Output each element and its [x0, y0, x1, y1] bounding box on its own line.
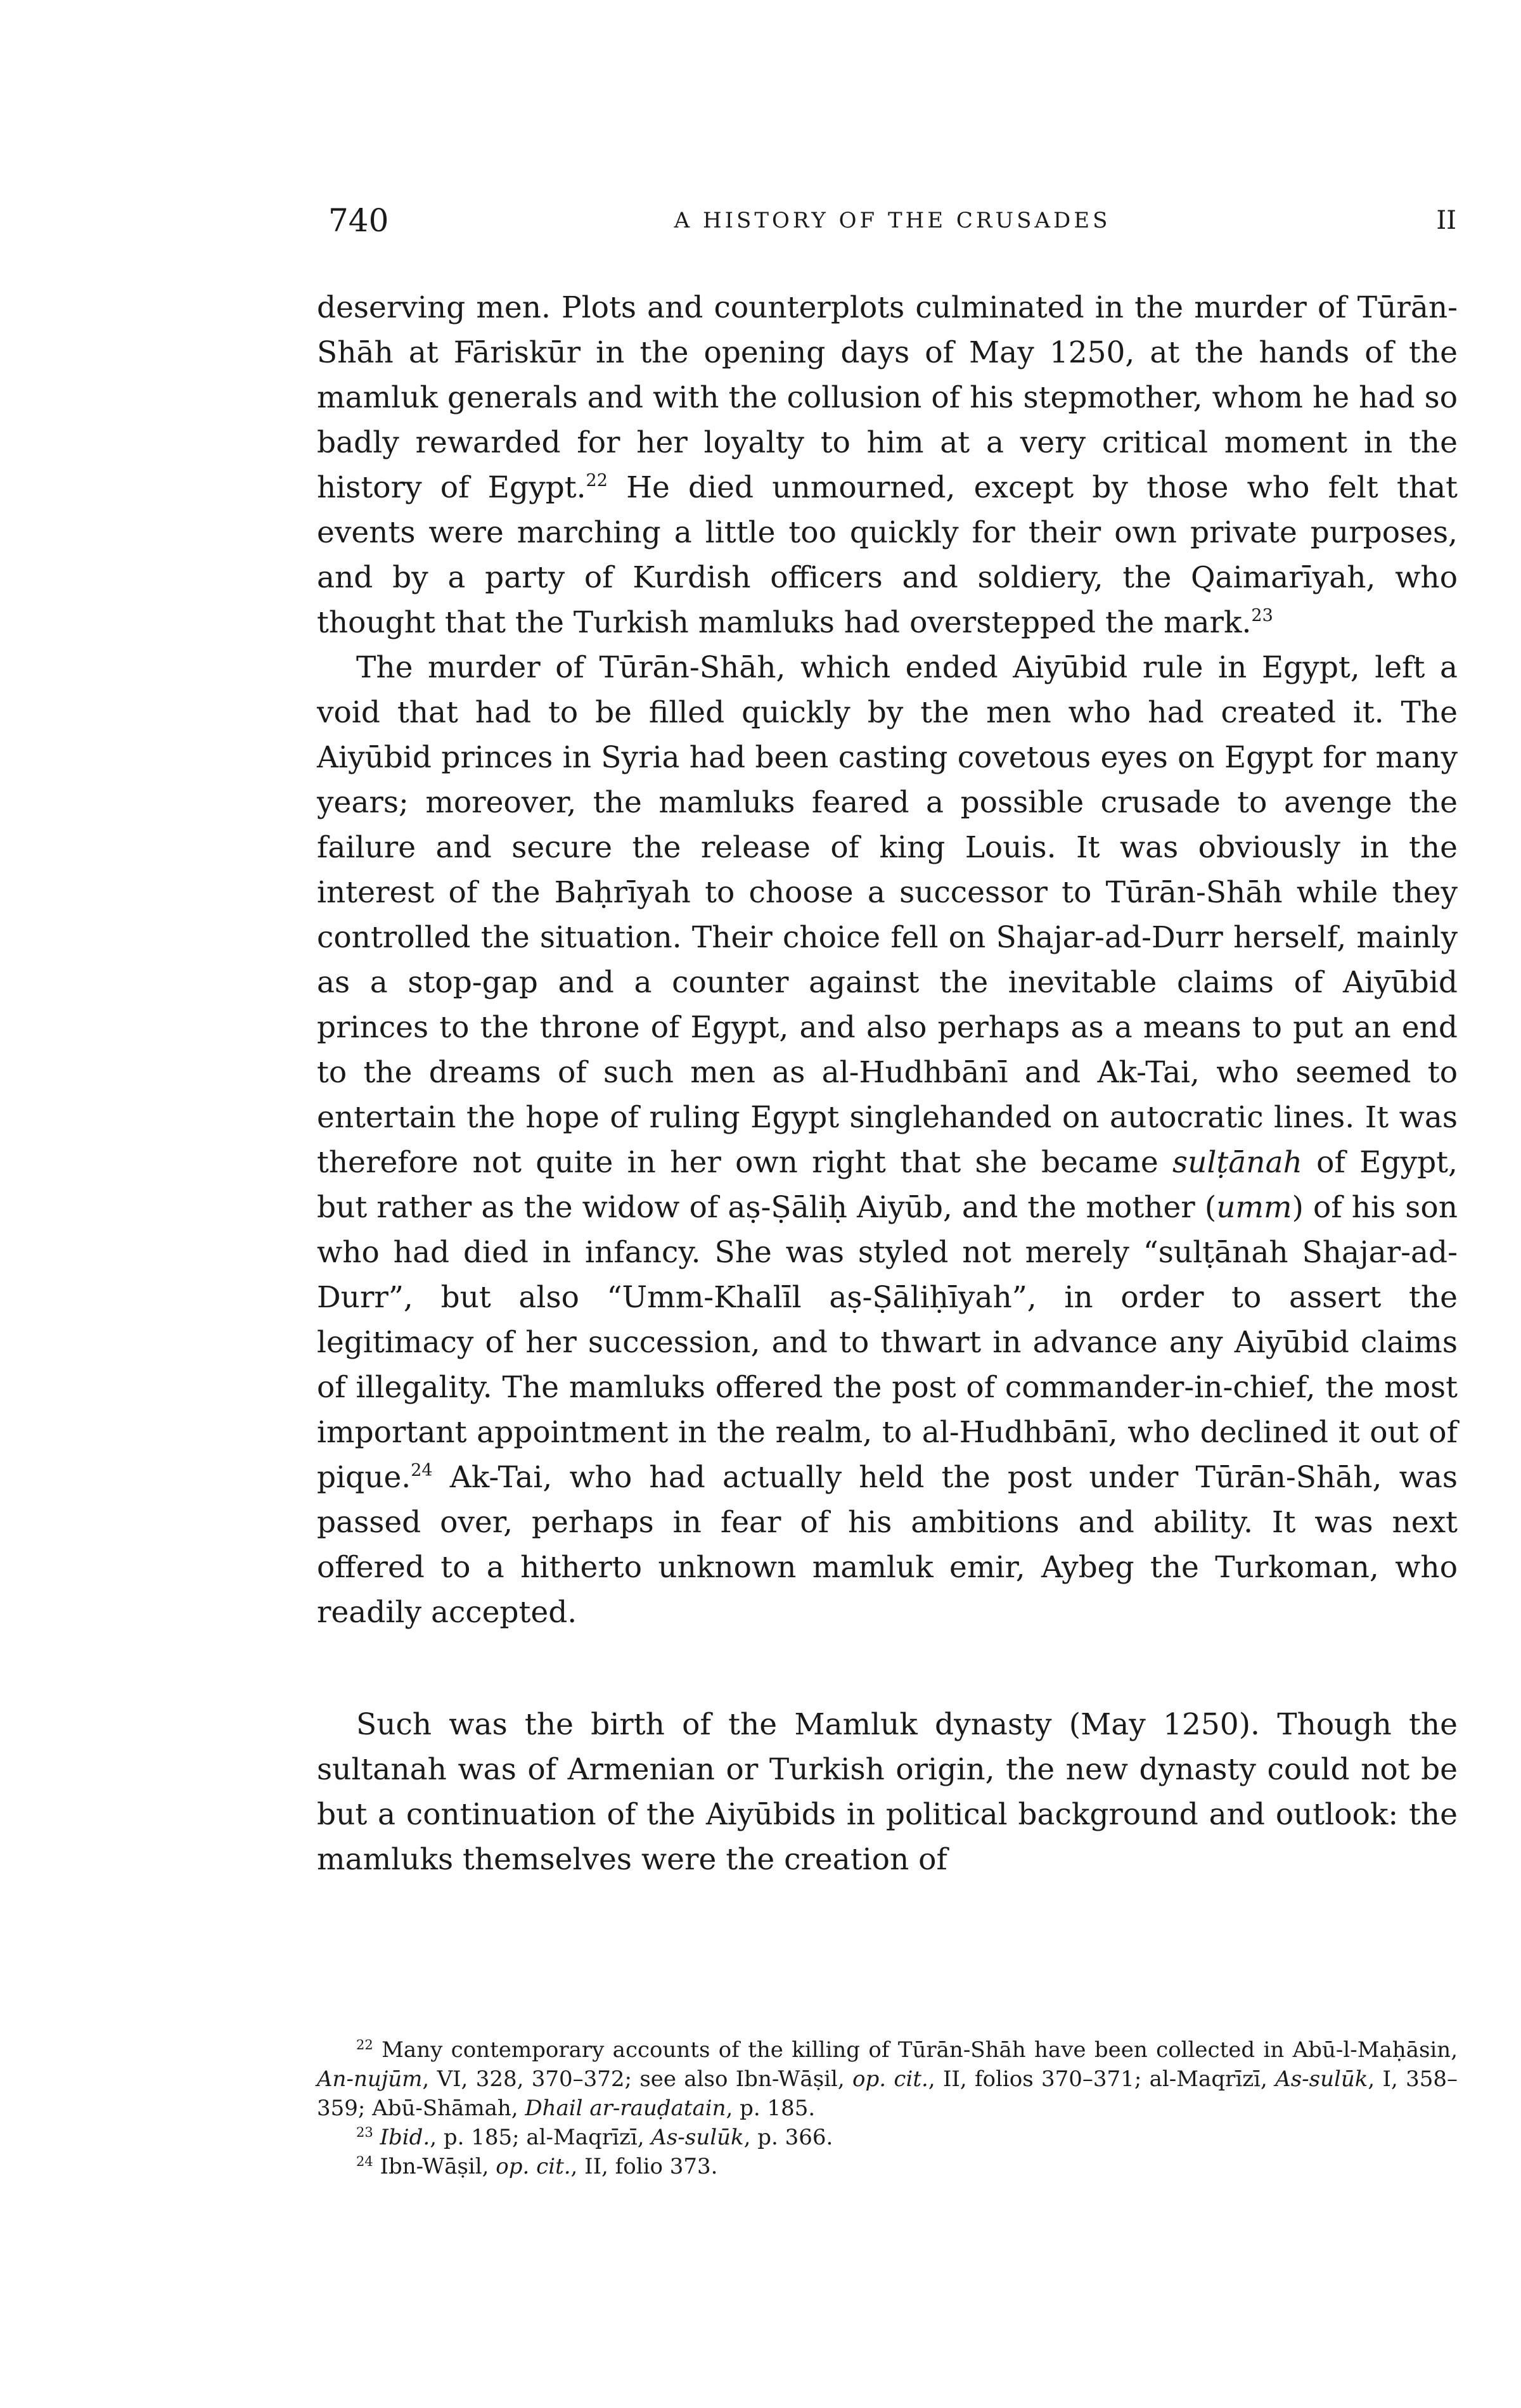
- text-run: He died unmourned, except by those who felt that events were marching a little too quickly for their own private purposes, and by a party of Kurdish officers and soldiery, the Qaimarīyah, who thought that the Turkish mamluks had overstepped the mark.: [317, 470, 1458, 640]
- text-run: , p. 185; al-Maqrīzī,: [430, 2125, 651, 2150]
- paragraph-2: [317, 645, 1458, 1635]
- page-header: [328, 202, 1456, 240]
- footnote-number: 23: [356, 2125, 373, 2140]
- text-run: Ak-Tai, who had actually held the post under Tūrān-Shāh, was passed over, perhaps in fear of his ambitions and ability. It was next offered to a hitherto unknown mamluk emir, Aybeg the Turkoman, who readily accepted.: [317, 1460, 1458, 1630]
- text-run: , II, folios 370–371; al-Maqrīzī,: [928, 2066, 1276, 2092]
- text-run: , I, 358–359; Abū-Shāmah,: [317, 2066, 1458, 2121]
- footnote-ref-23: 23: [1251, 606, 1273, 625]
- footnote-ref-24: 24: [411, 1461, 433, 1480]
- text-run: , II, folio 373.: [570, 2154, 718, 2179]
- text-run: , p. 366.: [743, 2125, 833, 2150]
- italic-title: Ibid.: [380, 2125, 430, 2150]
- text-run: , VI, 328, 370–372; see also Ibn-Wāṣil,: [422, 2066, 853, 2092]
- text-run: deserving men. Plots and counterplots culminated in the murder of Tūrān-Shāh at Fāriskūr in the opening days of May 1250, at the hands of the mamluk generals and with the collusion of his stepmother, whom he had so badly rewarded for her loyalty to him at a very critical moment in the history of Egypt.: [317, 290, 1458, 505]
- footnote-24: [317, 2152, 1458, 2181]
- page-number: 740: [328, 202, 389, 239]
- footnote-number: 22: [356, 2037, 373, 2053]
- text-run: Many contemporary accounts of the killing of Tūrān-Shāh have been collected in Abū-l-Maḥāsin,: [373, 2037, 1458, 2063]
- footnote-22: [317, 2035, 1458, 2123]
- italic-title: As-sulūk: [651, 2125, 744, 2150]
- italic-title: As-sulūk: [1275, 2066, 1368, 2092]
- italic-title: op. cit.: [496, 2154, 571, 2179]
- text-run: The murder of Tūrān-Shāh, which ended Aiyūbid rule in Egypt, left a void that had to be filled quickly by the men who had created it. The Aiyūbid princes in Syria had been casting covetous eyes on Egypt for many years; moreover, the mamluks feared a possible crusade to avenge the failure and secure the release of king Louis. It was obviously in the interest of the Baḥrīyah to choose a successor to Tūrān-Shāh while they controlled the situation. Their choice fell on Shajar-ad-Durr herself, mainly as a stop-gap and a counter against the inevitable claims of Aiyūbid princes to the throne of Egypt, and also perhaps as a means to put an end to the dreams of such men as al-Hudhbānī and Ak-Tai, who seemed to entertain the hope of ruling Egypt singlehanded on autocratic lines. It was therefore not quite in her own right that she became: [317, 650, 1458, 1180]
- footnotes: [317, 2035, 1458, 2181]
- italic-title: op. cit.: [852, 2066, 928, 2092]
- italic-title: An-nujūm: [317, 2066, 423, 2092]
- volume-number: II: [1436, 206, 1456, 235]
- italic-title: Dhail ar-rauḍatain: [525, 2096, 726, 2121]
- section-break: [317, 1635, 1458, 1702]
- footnote-number: 24: [356, 2154, 373, 2169]
- text-run: Ibn-Wāṣil,: [373, 2154, 496, 2179]
- main-text: [317, 285, 1458, 1882]
- italic-term: umm: [1216, 1190, 1292, 1225]
- running-title: A HISTORY OF THE CRUSADES: [674, 208, 1111, 233]
- text-run: of Egypt, but rather as the widow of aṣ-Ṣāliḥ Aiyūb, and the mother (: [317, 1145, 1458, 1225]
- text-run: , p. 185.: [726, 2096, 816, 2121]
- paragraph-3: Such was the birth of the Mamluk dynasty (May 1250). Though the sultanah was of Armenian or Turkish origin, the new dynasty could not be but a continuation of the Aiyūbids in political background and outlook: the mamluks themselves were the creation of: [317, 1707, 1458, 1877]
- footnote-ref-22: 22: [586, 471, 608, 490]
- footnote-23: [317, 2123, 1458, 2152]
- italic-term: sulṭānah: [1172, 1145, 1302, 1180]
- text-run: ) of his son who had died in infancy. She was styled not merely “sulṭānah Shajar-ad-Durr”, but also “Umm-Khalīl aṣ-Ṣāliḥīyah”, in order to assert the legitimacy of her succession, and to thwart in advance any Aiyūbid claims of illegality. The mamluks offered the post of commander-in-chief, the most important appointment in the realm, to al-Hudhbānī, who declined it out of pique.: [317, 1190, 1458, 1495]
- paragraph-1: [317, 285, 1458, 645]
